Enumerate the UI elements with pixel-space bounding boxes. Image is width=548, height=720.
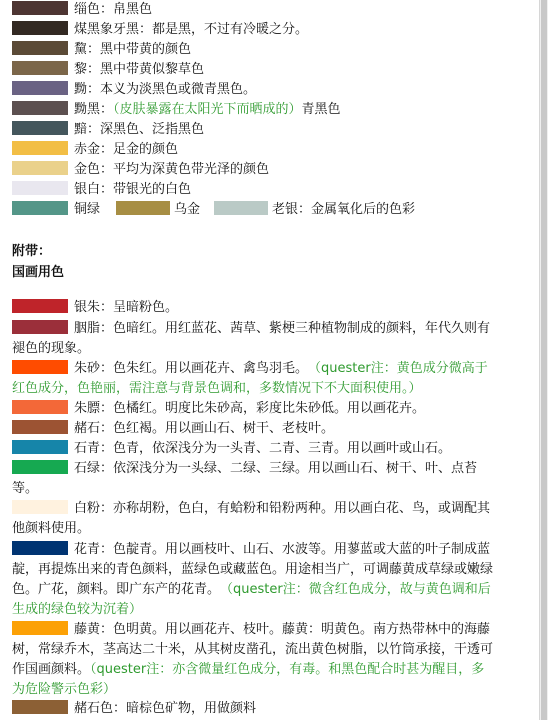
color-description: 赭石：色红褐。用以画山石、树干、老枝叶。 — [74, 421, 335, 436]
color-swatch — [12, 161, 68, 175]
color-description: 黯：深黑色、泛指黑色 — [74, 122, 205, 137]
color-description: 靛，再提炼出来的青色颜料，蓝绿色或藏蓝色。用途相当广，可调藤黄成草绿或嫩绿 — [12, 562, 494, 577]
color-row — [12, 0, 530, 20]
color-swatch — [12, 700, 68, 714]
color-row — [12, 100, 530, 120]
color-description: 银朱：呈暗粉色。 — [74, 300, 179, 315]
color-swatch — [12, 81, 68, 95]
color-description: 金色：平均为深黄色带光泽的颜色 — [74, 162, 270, 177]
scrollbar-thumb[interactable] — [541, 0, 547, 720]
guohua-color-item — [12, 419, 530, 439]
section-title: 附带： — [12, 244, 52, 259]
color-swatch — [12, 320, 68, 334]
guohua-color-item — [12, 298, 530, 318]
color-description: 青黑色 — [301, 102, 341, 117]
color-description: 等。 — [12, 481, 39, 496]
color-description: 色。广花，颜料。即广东产的花青。 — [12, 582, 214, 597]
color-row — [12, 40, 530, 60]
metal-color-row — [12, 200, 530, 220]
color-description: 作国画颜料。 — [12, 662, 91, 677]
color-description: 朱膘：色橘红。明度比朱砂高，彩度比朱砂低。用以画花卉。 — [74, 401, 426, 416]
guohua-color-item — [12, 699, 530, 719]
color-note: 红色成分，色艳丽，需注意与背景色调和，多数情况下不大面积使用。） — [12, 381, 422, 396]
color-description: 石绿：依深浅分为一头绿、二绿、三绿。用以画山石、树干、叶、点苔 — [74, 461, 478, 476]
color-swatch — [12, 420, 68, 434]
color-swatch — [12, 360, 68, 374]
color-swatch — [12, 121, 68, 135]
color-row — [12, 180, 530, 200]
guohua-color-item — [12, 319, 530, 359]
color-swatch — [12, 460, 68, 474]
color-note: 为危险警示色彩） — [12, 682, 117, 697]
color-description: 赭石色：暗棕色矿物，用做颜料 — [74, 701, 257, 716]
color-note: 生成的绿色较为沉着） — [12, 602, 143, 617]
section-subtitle: 国画用色 — [12, 265, 65, 280]
color-note: （皮肤暴露在太阳光下而晒成的） — [113, 102, 302, 117]
color-swatch — [12, 440, 68, 454]
color-description: 黧：黑中带黄的颜色 — [74, 42, 192, 57]
guohua-color-item — [12, 620, 530, 700]
guohua-color-item — [12, 540, 530, 620]
guohua-color-item — [12, 459, 530, 499]
color-label: 乌金 — [174, 202, 201, 217]
vertical-scrollbar[interactable] — [539, 0, 548, 720]
guohua-color-item — [12, 439, 530, 459]
color-note: （quester注：黄色成分微高于 — [301, 361, 488, 376]
color-description: 煤黑象牙黑：都是黑，不过有冷暖之分。 — [74, 22, 309, 37]
color-row — [12, 120, 530, 140]
color-swatch — [12, 621, 68, 635]
color-description: 黝：本义为淡黑色或微青黑色。 — [74, 82, 257, 97]
guohua-color-item — [12, 499, 530, 539]
color-description: 老银：金属氧化后的色彩 — [272, 202, 416, 217]
color-description: 树，常绿乔木，茎高达二十米，从其树皮凿孔，流出黄色树脂，以竹筒承接，干透可 — [12, 642, 494, 657]
color-swatch — [12, 1, 68, 15]
color-swatch — [12, 61, 68, 75]
color-swatch — [12, 299, 68, 313]
color-row — [12, 60, 530, 80]
color-note: （quester注：微含红色成分，故与黄色调和后 — [213, 582, 491, 597]
color-description: 石青：色青，依深浅分为一头青、二青、三青。用以画叶或山石。 — [74, 441, 452, 456]
color-description: 他颜料使用。 — [12, 521, 91, 536]
color-description: 褪色的现象。 — [12, 341, 91, 356]
color-description: 赤金：足金的颜色 — [74, 142, 179, 157]
color-row — [12, 160, 530, 180]
color-description: 朱砂：色朱红。用以画花卉、禽鸟羽毛。 — [74, 361, 302, 376]
color-description: 花青：色靛青。用以画枝叶、山石、水波等。用蓼蓝或大蓝的叶子制成蓝 — [74, 542, 491, 557]
color-swatch — [12, 141, 68, 155]
guohua-color-item — [12, 399, 530, 419]
color-description: 缁色：帛黑色 — [74, 2, 153, 17]
color-row — [12, 80, 530, 100]
color-swatch — [12, 101, 68, 115]
color-swatch — [12, 541, 68, 555]
color-swatch — [214, 201, 268, 215]
color-swatch — [12, 201, 68, 215]
color-swatch — [116, 201, 170, 215]
color-row — [12, 140, 530, 160]
color-description: 银白：带银光的白色 — [74, 182, 192, 197]
color-description: 白粉：亦称胡粉，色白，有蛤粉和铅粉两种。用以画白花、鸟，或调配其 — [74, 501, 491, 516]
color-label: 铜绿 — [74, 202, 101, 217]
color-swatch — [12, 400, 68, 414]
color-swatch — [12, 500, 68, 514]
color-description: 黎：黑中带黄似黎草色 — [74, 62, 205, 77]
color-swatch — [12, 181, 68, 195]
color-description: 藤黄：色明黄。用以画花卉、枝叶。藤黄：明黄色。南方热带林中的海藤 — [74, 622, 491, 637]
color-description: 黝黑： — [74, 102, 114, 117]
guohua-color-item — [12, 359, 530, 399]
color-row — [12, 20, 530, 40]
color-swatch — [12, 21, 68, 35]
color-description: 胭脂：色暗红。用红蓝花、茜草、紫梗三种植物制成的颜料，年代久则有 — [74, 321, 491, 336]
color-note: （quester注：亦含微量红色成分，有毒。和黑色配合时甚为醒目，多 — [90, 662, 485, 677]
color-swatch — [12, 41, 68, 55]
